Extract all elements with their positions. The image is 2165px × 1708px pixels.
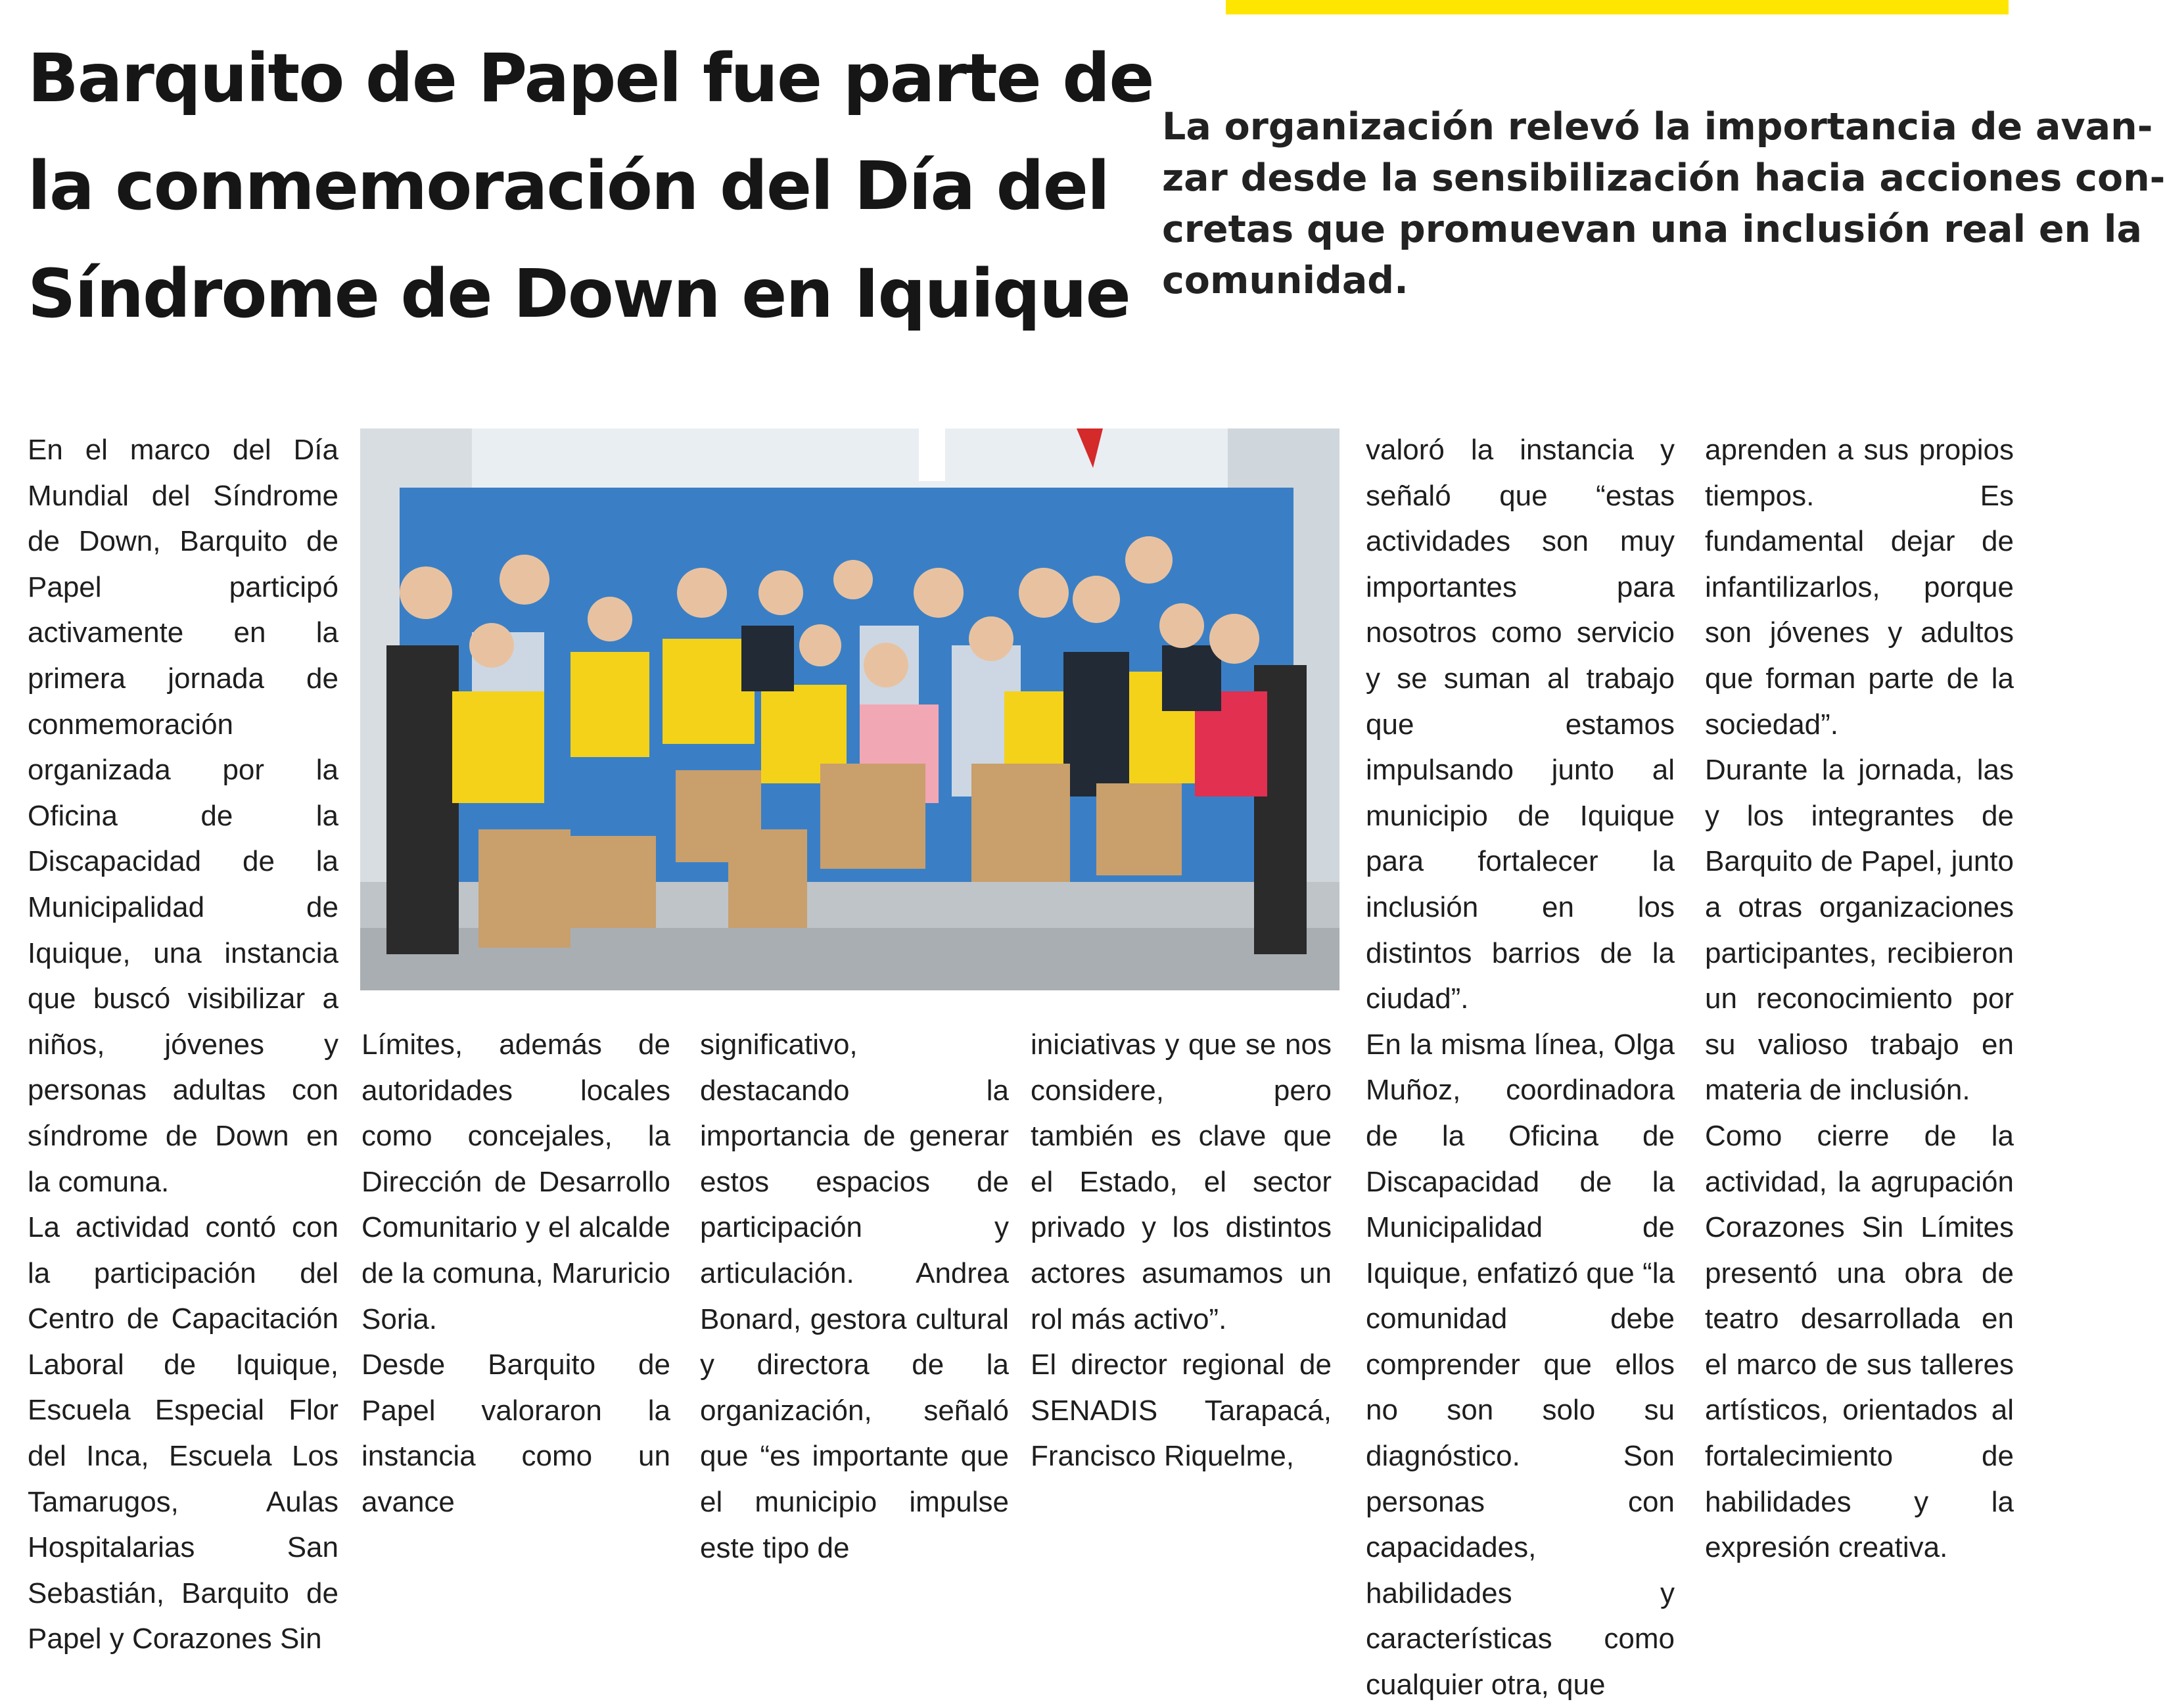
article-column-4: [1031, 1022, 1332, 1479]
group-photo-illustration: [360, 428, 1339, 990]
paragraph: En el marco del Día Mundial del Síndrome de Down, Barquito de Papel participó activamente en la primera jornada de conmemoración organizada por la Oficina de la Discapacidad de la Municipalidad de Iquique, una instancia que buscó visibilizar a niños, jóvenes y personas adultas con síndrome de Down en la comuna.: [28, 434, 338, 1198]
article-column-5: [1366, 427, 1675, 1708]
paragraph: valoró la instancia y señaló que “estas actividades son muy importantes para nosotros como servicio y se suman al trabajo que estamos impulsando junto al municipio de Iquique para fortalecer la inclusión en los distintos barrios de la ciudad”.: [1366, 434, 1675, 1015]
headline: [28, 25, 1153, 348]
paragraph: aprenden a sus propios tiempos. Es fundamental dejar de infantilizarlos, porque son jóvenes y adultos que forman parte de la sociedad”.: [1705, 434, 2014, 741]
headline-line: la conmemoración del Día del: [28, 147, 1109, 225]
group-photo: [360, 428, 1339, 990]
accent-bar: [1226, 0, 2009, 14]
deck-line: comunidad.: [1162, 259, 1408, 302]
headline-line: Barquito de Papel fue parte de: [28, 39, 1153, 118]
paragraph: significativo, destacando la importancia de generar estos espacios de participación y articulación. Andrea Bonard, gestora cultural y directora de la organización, señaló que “es importante que el municipio impulse este tipo de: [700, 1028, 1009, 1564]
article-column-1: [28, 427, 338, 1662]
paragraph: Como cierre de la actividad, la agrupación Corazones Sin Límites presentó una obra de teatro desarrollada en el marco de sus talleres artísticos, orientados al fortalecimiento de habilidades y la expresión creativa.: [1705, 1119, 2014, 1564]
article-column-3: [700, 1022, 1009, 1571]
paragraph: iniciativas y que se nos considere, pero también es clave que el Estado, el sector privado y los distintos actores asumamos un rol más activo”.: [1031, 1028, 1332, 1335]
deck-line: La organización relevó la importancia de avan-: [1162, 105, 2153, 149]
paragraph: La actividad contó con la participación del Centro de Capacitación Laboral de Iquique, Escuela Especial Flor del Inca, Escuela Los Tamarugos, Aulas Hospitalarias San Sebastián, Barquito de Papel y Corazones Sin: [28, 1211, 338, 1655]
deck-subtitle: [1162, 101, 2165, 306]
paragraph: Durante la jornada, las y los integrantes de Barquito de Papel, junto a otras organizaciones participantes, recibieron un reconocimiento por su valioso trabajo en materia de inclusión.: [1705, 754, 2014, 1107]
deck-line: zar desde la sensibilización hacia acciones con-: [1162, 156, 2165, 200]
deck-line: cretas que promuevan una inclusión real en la: [1162, 208, 2142, 251]
article-column-2: [361, 1022, 670, 1525]
paragraph: Desde Barquito de Papel valoraron la instancia como un avance: [361, 1349, 670, 1518]
paragraph: En la misma línea, Olga Muñoz, coordinadora de la Oficina de Discapacidad de la Municipalidad de Iquique, enfatizó que “la comunidad debe comprender que ellos no son solo su diagnóstico. Son personas con capacidades, habilidades y características como cualquier otra, que: [1366, 1028, 1675, 1701]
paragraph: El director regional de SENADIS Tarapacá, Francisco Riquelme,: [1031, 1349, 1332, 1473]
article-column-6: [1705, 427, 2014, 1571]
headline-line: Síndrome de Down en Iquique: [28, 255, 1130, 333]
paragraph: Límites, además de autoridades locales como concejales, la Dirección de Desarrollo Comunitario y el alcalde de la comuna, Maruricio Soria.: [361, 1028, 670, 1335]
